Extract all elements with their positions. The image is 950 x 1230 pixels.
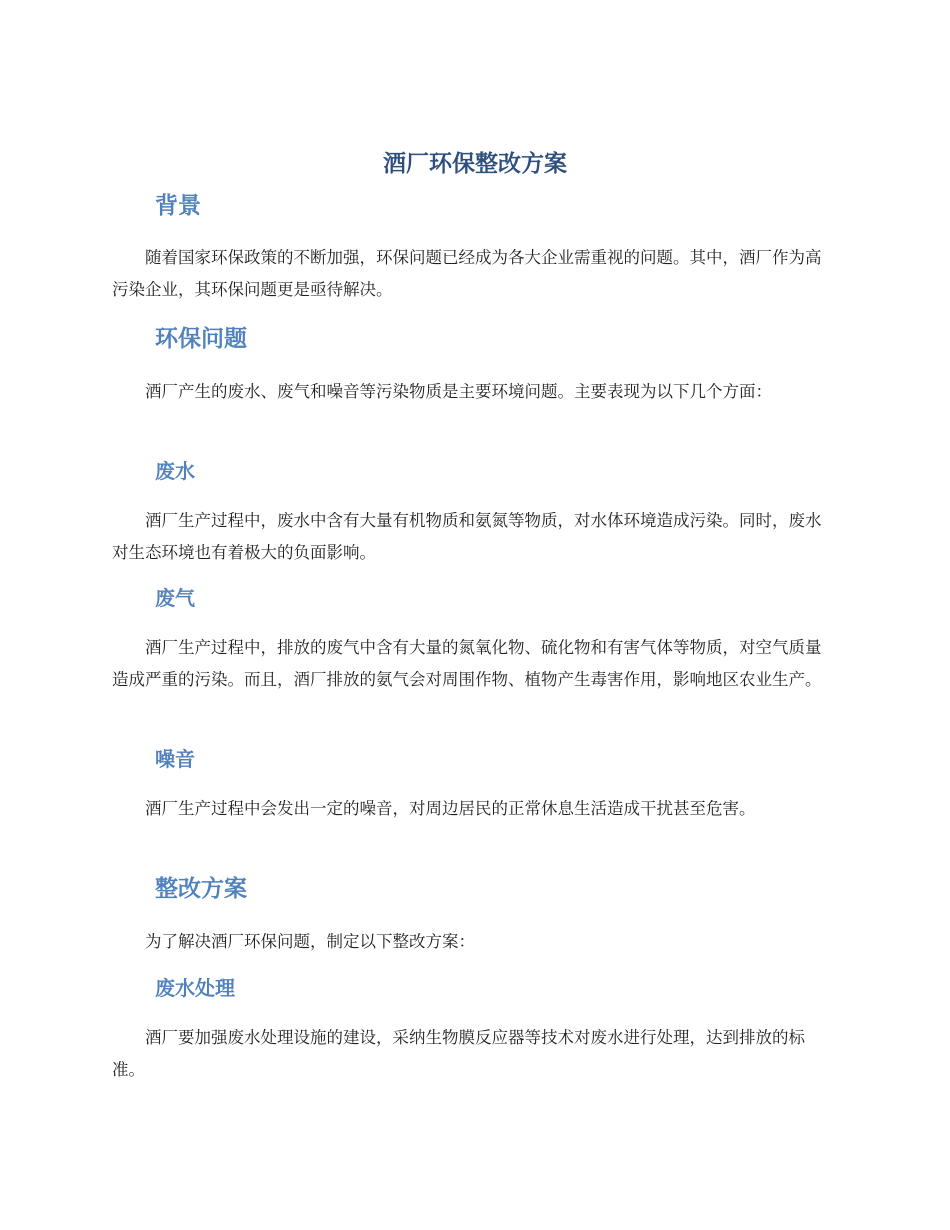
paragraph-background: 随着国家环保政策的不断加强，环保问题已经成为各大企业需重视的问题。其中，酒厂作为高污染企业，其环保问题更是亟待解决。	[112, 248, 822, 299]
subsection-heading-wastewater-treatment: 废水处理	[155, 976, 235, 1000]
section-heading-env-issues: 环保问题	[155, 326, 247, 352]
paragraph-wastewater: 酒厂生产过程中，废水中含有大量有机物质和氨氮等物质，对水体环境造成污染。同时，废水对生态环境也有着极大的负面影响。	[112, 511, 822, 562]
section-heading-rectification-plan: 整改方案	[155, 876, 247, 902]
paragraph-waste-gas: 酒厂生产过程中，排放的废气中含有大量的氮氧化物、硫化物和有害气体等物质，对空气质量造成严重的污染。而且，酒厂排放的氨气会对周围作物、植物产生毒害作用，影响地区农业生产。	[112, 638, 822, 689]
document-title: 酒厂环保整改方案	[383, 151, 567, 177]
paragraph-rectification-plan: 为了解决酒厂环保问题，制定以下整改方案：	[145, 932, 475, 951]
subsection-heading-waste-gas: 废气	[155, 586, 195, 610]
subsection-heading-wastewater: 废水	[155, 459, 195, 483]
paragraph-env-issues: 酒厂产生的废水、废气和噪音等污染物质是主要环境问题。主要表现为以下几个方面：	[145, 382, 772, 401]
section-heading-background: 背景	[155, 193, 201, 219]
subsection-heading-noise: 噪音	[155, 747, 195, 771]
paragraph-wastewater-treatment: 酒厂要加强废水处理设施的建设，采纳生物膜反应器等技术对废水进行处理，达到排放的标准。	[112, 1028, 805, 1079]
paragraph-noise: 酒厂生产过程中会发出一定的噪音，对周边居民的正常休息生活造成干扰甚至危害。	[145, 799, 756, 818]
